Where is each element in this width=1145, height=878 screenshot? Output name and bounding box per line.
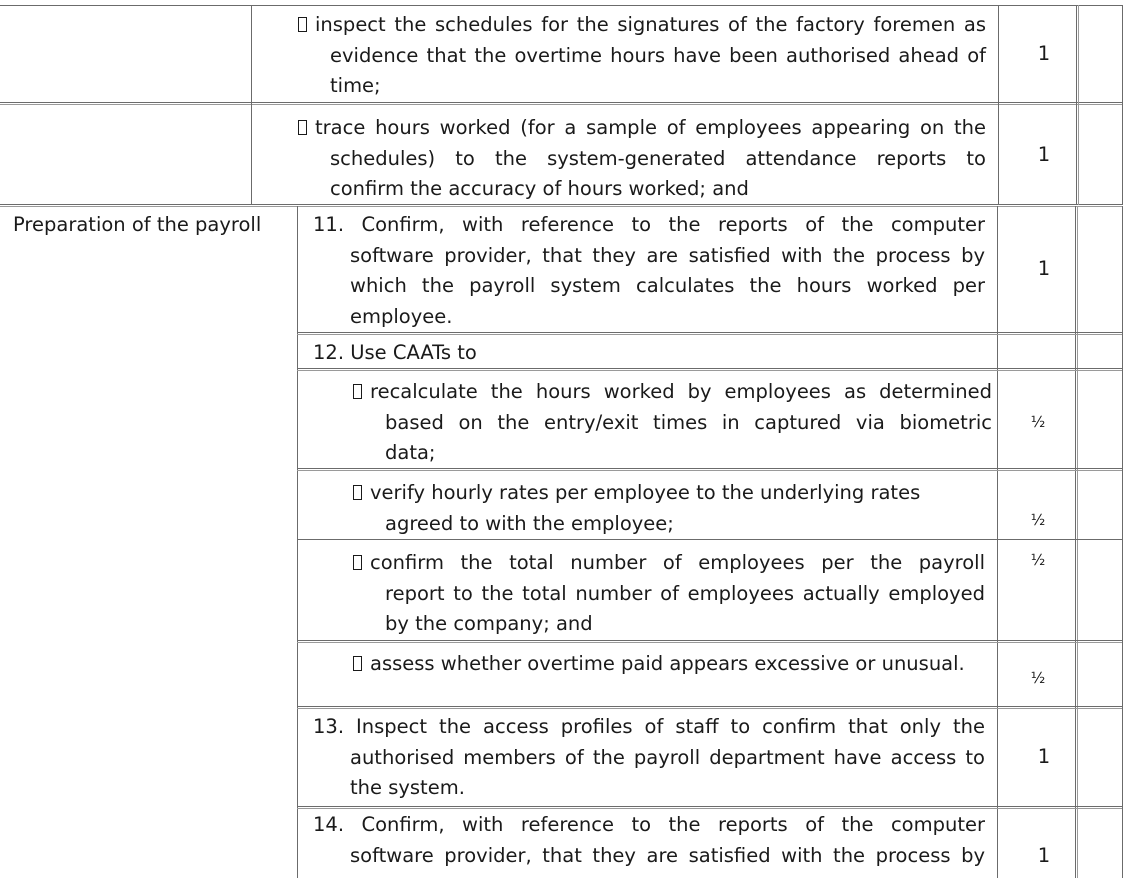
- mark-value: 1: [1037, 844, 1051, 867]
- procedure-assess-overtime: assess whether overtime paid appears excessive or unusual.: [353, 649, 993, 680]
- square-bullet-icon: [298, 17, 307, 32]
- square-bullet-icon: [298, 120, 307, 135]
- section-label: Preparation of the payroll: [13, 213, 262, 236]
- procedure-recalculate: recalculate the hours worked by employees as determined based on the entry/exit times in captured via biometric data;: [353, 377, 992, 469]
- mark-value: ½: [1030, 511, 1046, 529]
- mark-value: 1: [1037, 257, 1051, 280]
- mark-value: 1: [1037, 42, 1051, 65]
- procedure-item-13: 13. Inspect the access profiles of staff to confirm that only the authorised members of the payroll department have access to the system.: [313, 715, 985, 799]
- procedure-inspect-schedules: inspect the schedules for the signatures of the factory foremen as evidence that the overtime hours have been authorised ahead of time;: [298, 10, 986, 102]
- mark-value: ½: [1030, 413, 1046, 431]
- square-bullet-icon: [353, 656, 362, 671]
- procedure-verify-rates: verify hourly rates per employee to the underlying rates agreed to with the employee;: [353, 478, 992, 539]
- procedure-item-14: 14. Confirm, with reference to the reports of the computer software provider, that they are satisfied with the process by: [313, 813, 985, 867]
- procedure-item-12: 12. Use CAATs to: [313, 341, 477, 364]
- square-bullet-icon: [353, 485, 362, 500]
- mark-value: 1: [1037, 143, 1051, 166]
- mark-value: ½: [1030, 551, 1046, 569]
- procedure-trace-hours: trace hours worked (for a sample of employees appearing on the schedules) to the system-generated attendance reports to confirm the accuracy of hours worked; and: [298, 113, 986, 205]
- procedure-item-11: 11. Confirm, with reference to the reports of the computer software provider, that they are satisfied with the process by which the payroll system calculates the hours worked per employee.: [313, 213, 985, 328]
- square-bullet-icon: [353, 384, 362, 399]
- mark-value: 1: [1037, 745, 1051, 768]
- procedure-confirm-total: confirm the total number of employees per the payroll report to the total number of employees actually employed by the company; and: [353, 548, 985, 640]
- mark-value: ½: [1030, 669, 1046, 687]
- square-bullet-icon: [353, 555, 362, 570]
